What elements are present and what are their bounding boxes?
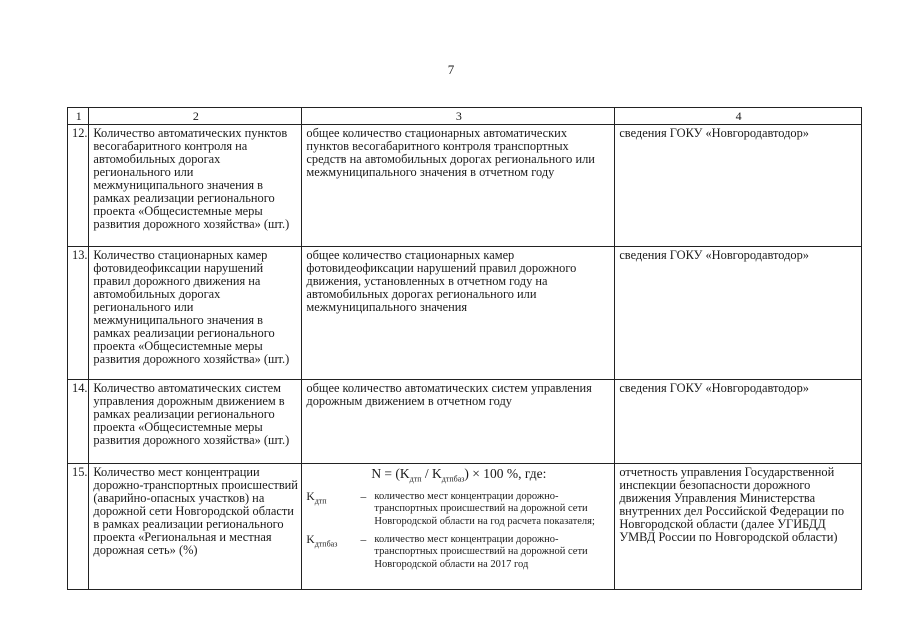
data-source: сведения ГОКУ «Новгородавтодор» <box>615 380 862 464</box>
formula-definitions <box>306 491 611 577</box>
indicator-name: Количество автоматических пунктов весогабаритного контроля на автомобильных дорогах регионального или межмуниципального значения в рамках реализации регионального проекта «Общесистемные меры развития дорожного хозяйства» (шт.) <box>89 125 302 247</box>
formula: $N = (K_{дтп} / K_{дтпбаз}) \times 100$ %, где: <box>371 466 547 484</box>
indicator-name: Количество стационарных камер фотовидеофиксации нарушений правил дорожного движения на автомобильных дорогах регионального или межмуниципального значения в рамках реализации регионального проекта «Общесистемные меры развития дорожного хозяйства» (шт.) <box>89 247 302 380</box>
row-number: 15. <box>68 464 89 590</box>
calculation-method: общее количество автоматических систем управления дорожным движением в отчетном году <box>302 380 615 464</box>
definition-dash: – <box>360 490 367 503</box>
row-number: 12. <box>68 125 89 247</box>
definition-text: количество мест концентрации дорожно-транспортных происшествий на дорожной сети Новгородской области на год расчета показателя; <box>374 490 595 527</box>
definition-row <box>306 491 611 534</box>
data-source: сведения ГОКУ «Новгородавтодор» <box>615 125 862 247</box>
definition-symbol: $K_{дтпбаз}$ <box>306 533 338 549</box>
definition-symbol: $K_{дтп}$ <box>306 490 327 505</box>
page-number: 7 <box>447 62 455 77</box>
indicator-name: Количество мест концентрации дорожно-транспортных происшествий (аварийно-опасных участков) на дорожной сети Новгородской области в рамках реализации регионального проекта «Региональная и местная дорожная сеть» (%) <box>89 464 302 590</box>
data-source: отчетность управления Государственной инспекции безопасности дорожного движения Управления Министерства внутренних дел Российской Федерации по Новгородской области (далее УГИБДД УМВД России по Новгородской области) <box>615 464 862 590</box>
header-cell: 1 <box>68 108 89 125</box>
table-row <box>68 464 862 590</box>
calculation-method: общее количество стационарных автоматических пунктов весогабаритного контроля транспортных средств на автомобильных дорогах регионального или межмуниципального значения в отчетном году <box>302 125 615 247</box>
header-cell: 2 <box>89 108 302 125</box>
calculation-method <box>302 464 615 590</box>
data-source: сведения ГОКУ «Новгородавтодор» <box>615 247 862 380</box>
table-header-row <box>68 108 862 125</box>
header-cell: 4 <box>615 108 862 125</box>
calculation-method: общее количество стационарных камер фотовидеофиксации нарушений правил дорожного движения, установленных в отчетном году на автомобильных дорогах регионального или межмуниципального значения <box>302 247 615 380</box>
table-row <box>68 380 862 464</box>
table-row <box>68 125 862 247</box>
indicator-name: Количество автоматических систем управления дорожным движением в рамках реализации регионального проекта «Общесистемные меры развития дорожного хозяйства» (шт.) <box>89 380 302 464</box>
definition-dash: – <box>360 533 367 546</box>
indicators-table <box>67 107 862 590</box>
table-row <box>68 247 862 380</box>
row-number: 14. <box>68 380 89 464</box>
header-cell: 3 <box>302 108 615 125</box>
row-number: 13. <box>68 247 89 380</box>
definition-text: количество мест концентрации дорожно-транспортных происшествий на дорожной сети Новгородской области на 2017 год <box>374 533 588 570</box>
definition-row <box>306 534 611 577</box>
